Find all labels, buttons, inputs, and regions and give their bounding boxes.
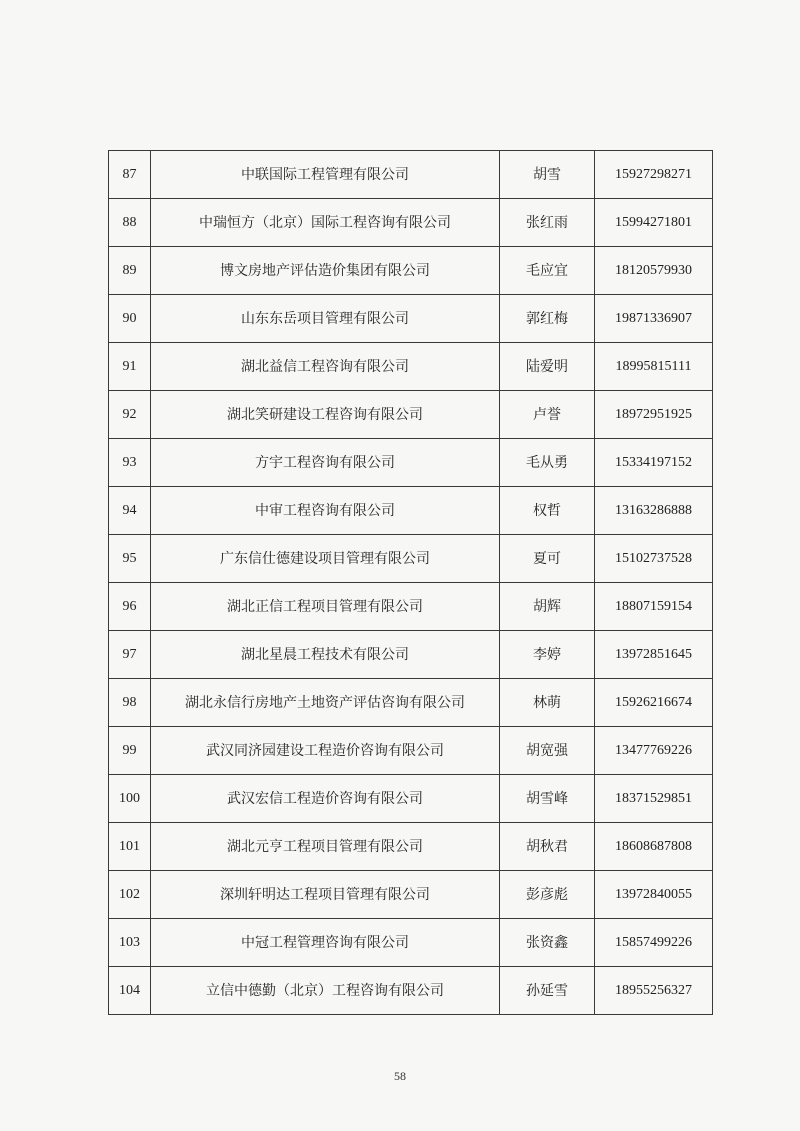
row-number: 90 — [109, 295, 151, 343]
company-name: 立信中德勤（北京）工程咨询有限公司 — [151, 967, 500, 1015]
contact-name: 张红雨 — [500, 199, 595, 247]
contact-name: 彭彦彪 — [500, 871, 595, 919]
page-number: 58 — [394, 1069, 406, 1083]
company-name: 广东信仕德建设项目管理有限公司 — [151, 535, 500, 583]
table-row — [109, 487, 713, 535]
phone-number: 19871336907 — [595, 295, 713, 343]
table-row — [109, 919, 713, 967]
company-name: 中瑞恒方（北京）国际工程咨询有限公司 — [151, 199, 500, 247]
row-number: 96 — [109, 583, 151, 631]
row-number: 97 — [109, 631, 151, 679]
phone-number: 13163286888 — [595, 487, 713, 535]
company-name: 中冠工程管理咨询有限公司 — [151, 919, 500, 967]
row-number: 101 — [109, 823, 151, 871]
table-row — [109, 295, 713, 343]
row-number: 89 — [109, 247, 151, 295]
table-row — [109, 199, 713, 247]
contact-name: 胡秋君 — [500, 823, 595, 871]
table-row — [109, 535, 713, 583]
company-name: 中审工程咨询有限公司 — [151, 487, 500, 535]
phone-number: 18120579930 — [595, 247, 713, 295]
company-name: 湖北元亨工程项目管理有限公司 — [151, 823, 500, 871]
company-name: 山东东岳项目管理有限公司 — [151, 295, 500, 343]
table-row — [109, 967, 713, 1015]
company-name: 武汉宏信工程造价咨询有限公司 — [151, 775, 500, 823]
phone-number: 18608687808 — [595, 823, 713, 871]
company-name: 湖北正信工程项目管理有限公司 — [151, 583, 500, 631]
company-name: 中联国际工程管理有限公司 — [151, 151, 500, 199]
phone-number: 15994271801 — [595, 199, 713, 247]
contact-name: 毛从勇 — [500, 439, 595, 487]
company-name: 武汉同济园建设工程造价咨询有限公司 — [151, 727, 500, 775]
phone-number: 15102737528 — [595, 535, 713, 583]
table-row — [109, 871, 713, 919]
phone-number: 15334197152 — [595, 439, 713, 487]
table-row — [109, 775, 713, 823]
contact-name: 胡宽强 — [500, 727, 595, 775]
company-name: 湖北星晨工程技术有限公司 — [151, 631, 500, 679]
phone-number: 18955256327 — [595, 967, 713, 1015]
company-name: 深圳轩明达工程项目管理有限公司 — [151, 871, 500, 919]
row-number: 103 — [109, 919, 151, 967]
contact-name: 毛应宜 — [500, 247, 595, 295]
phone-number: 15926216674 — [595, 679, 713, 727]
row-number: 92 — [109, 391, 151, 439]
phone-number: 18807159154 — [595, 583, 713, 631]
row-number: 102 — [109, 871, 151, 919]
table-row — [109, 727, 713, 775]
company-contact-table — [108, 150, 713, 1015]
phone-number: 15927298271 — [595, 151, 713, 199]
phone-number: 18972951925 — [595, 391, 713, 439]
row-number: 98 — [109, 679, 151, 727]
contact-name: 李婷 — [500, 631, 595, 679]
table-row — [109, 343, 713, 391]
row-number: 95 — [109, 535, 151, 583]
row-number: 93 — [109, 439, 151, 487]
contact-name: 林萌 — [500, 679, 595, 727]
row-number: 99 — [109, 727, 151, 775]
company-name: 湖北笑研建设工程咨询有限公司 — [151, 391, 500, 439]
contact-name: 胡辉 — [500, 583, 595, 631]
table-row — [109, 823, 713, 871]
contact-name: 胡雪峰 — [500, 775, 595, 823]
contact-name: 权哲 — [500, 487, 595, 535]
phone-number: 18995815111 — [595, 343, 713, 391]
row-number: 91 — [109, 343, 151, 391]
table-row — [109, 247, 713, 295]
table-row — [109, 439, 713, 487]
phone-number: 18371529851 — [595, 775, 713, 823]
table-row — [109, 631, 713, 679]
contact-name: 夏可 — [500, 535, 595, 583]
row-number: 87 — [109, 151, 151, 199]
phone-number: 13477769226 — [595, 727, 713, 775]
row-number: 100 — [109, 775, 151, 823]
phone-number: 13972840055 — [595, 871, 713, 919]
company-name: 湖北益信工程咨询有限公司 — [151, 343, 500, 391]
contact-name: 郭红梅 — [500, 295, 595, 343]
table-row — [109, 583, 713, 631]
contact-name: 陆爱明 — [500, 343, 595, 391]
row-number: 88 — [109, 199, 151, 247]
company-name: 方宇工程咨询有限公司 — [151, 439, 500, 487]
company-name: 湖北永信行房地产土地资产评估咨询有限公司 — [151, 679, 500, 727]
row-number: 94 — [109, 487, 151, 535]
contact-name: 胡雪 — [500, 151, 595, 199]
phone-number: 13972851645 — [595, 631, 713, 679]
contact-name: 孙延雪 — [500, 967, 595, 1015]
row-number: 104 — [109, 967, 151, 1015]
table-row — [109, 151, 713, 199]
company-name: 博文房地产评估造价集团有限公司 — [151, 247, 500, 295]
phone-number: 15857499226 — [595, 919, 713, 967]
contact-name: 卢誉 — [500, 391, 595, 439]
contact-name: 张资鑫 — [500, 919, 595, 967]
table-row — [109, 679, 713, 727]
table-row — [109, 391, 713, 439]
